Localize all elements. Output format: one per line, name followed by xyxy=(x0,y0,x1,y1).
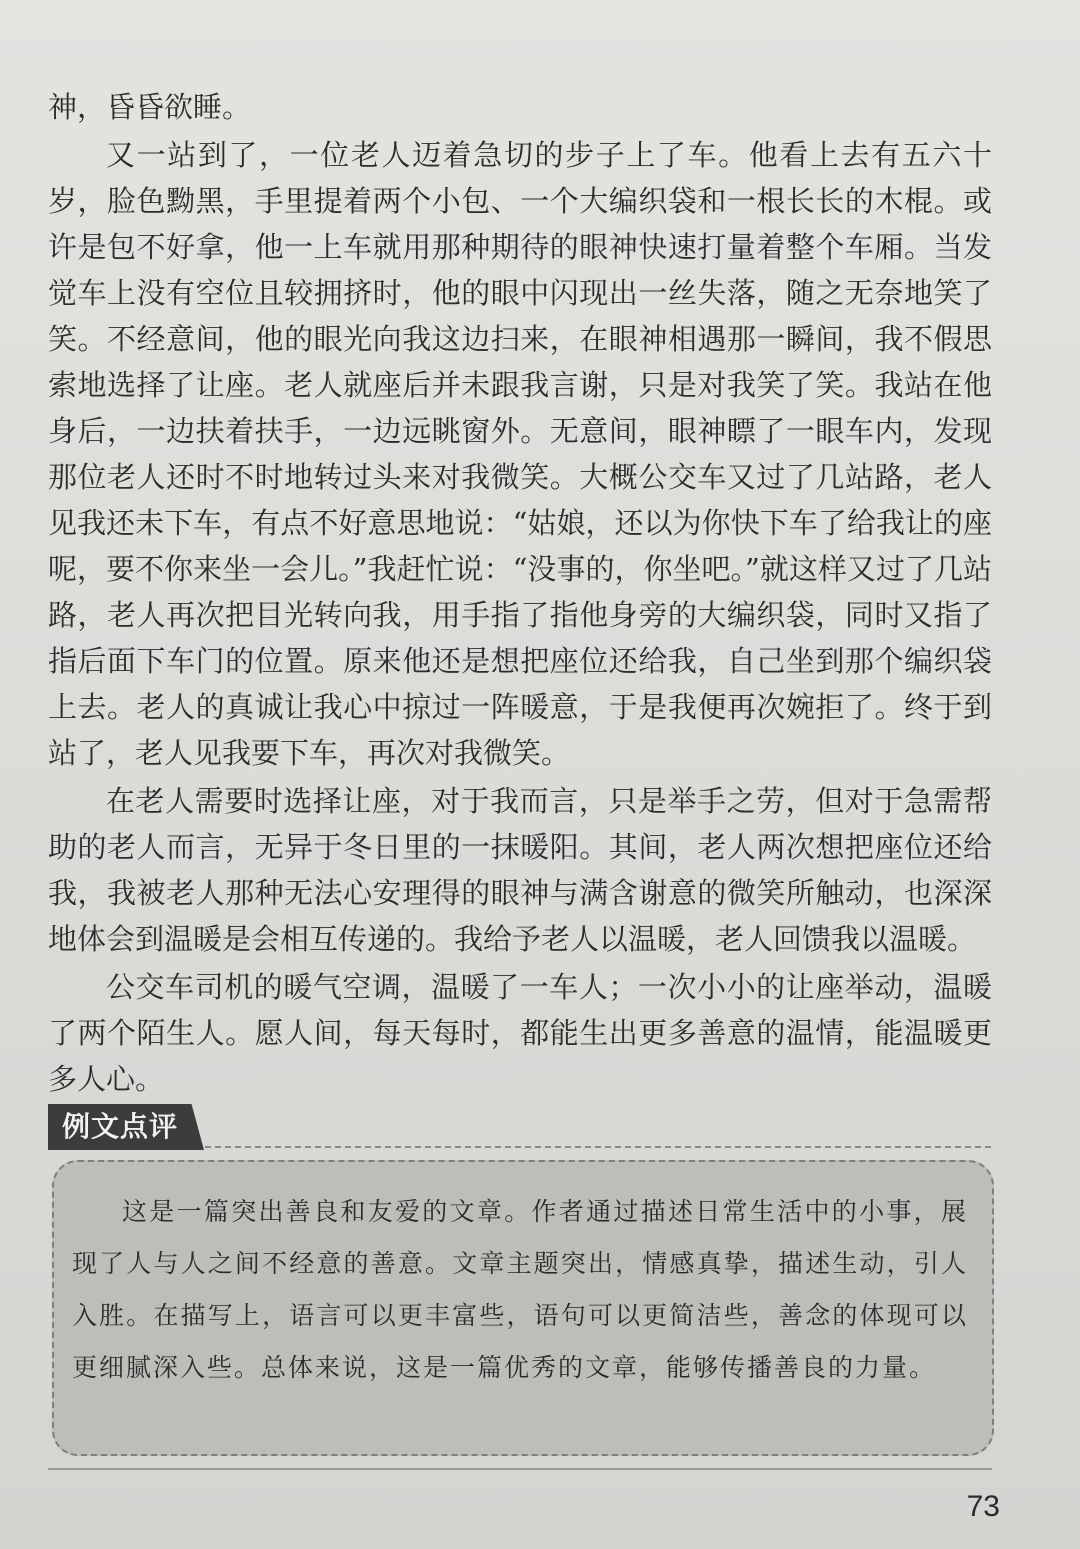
review-comment-text: 这是一篇突出善良和友爱的文章。作者通过描述日常生活中的小事，展现了人与人之间不经意的善意。文章主题突出，情感真挚，描述生动，引人入胜。在描写上，语言可以更丰富些，语句可以更简洁些，善念的体现可以更细腻深入些。总体来说，这是一篇优秀的文章，能够传播善良的力量。 xyxy=(72,1197,968,1382)
bottom-divider xyxy=(48,1468,992,1470)
review-dashed-rule xyxy=(205,1146,991,1148)
essay-paragraph-2: 又一站到了，一位老人迈着急切的步子上了车。他看上去有五六十岁，脸色黝黑，手里提着两个小包、一个大编织袋和一根长长的木棍。或许是包不好拿，他一上车就用那种期待的眼神快速打量着整个车厢。当发觉车上没有空位且较拥挤时，他的眼中闪现出一丝失落，随之无奈地笑了笑。不经意间，他的眼光向我这边扫来，在眼神相遇那一瞬间，我不假思索地选择了让座。老人就座后并未跟我言谢，只是对我笑了笑。我站在他身后，一边扶着扶手，一边远眺窗外。无意间，眼神瞟了一眼车内，发现那位老人还时不时地转过头来对我微笑。大概公交车又过了几站路，老人见我还未下车，有点不好意思地说：“姑娘，还以为你快下车了给我让的座呢，要不你来坐一会儿。”我赶忙说：“没事的，你坐吧。”就这样又过了几站路，老人再次把目光转向我，用手指了指他身旁的大编织袋，同时又指了指后面下车门的位置。原来他还是想把座位还给我，自己坐到那个编织袋上去。老人的真诚让我心中掠过一阵暖意，于是我便再次婉拒了。终于到站了，老人见我要下车，再次对我微笑。 xyxy=(48,138,992,770)
review-section-tag xyxy=(48,1104,204,1150)
review-tag-label: 例文点评 xyxy=(62,1110,179,1143)
review-comment-box xyxy=(52,1160,994,1456)
essay-body xyxy=(48,84,992,1104)
essay-paragraph-1: 神，昏昏欲睡。 xyxy=(48,90,252,124)
essay-paragraph-3: 在老人需要时选择让座，对于我而言，只是举手之劳，但对于急需帮助的老人而言，无异于冬日里的一抹暖阳。其间，老人两次想把座位还给我，我被老人那种无法心安理得的眼神与满含谢意的微笑所触动，也深深地体会到温暖是会相互传递的。我给予老人以温暖，老人回馈我以温暖。 xyxy=(48,784,992,956)
page-number: 73 xyxy=(966,1490,1000,1523)
essay-paragraph-4: 公交车司机的暖气空调，温暖了一车人；一次小小的让座举动，温暖了两个陌生人。愿人间，每天每时，都能生出更多善意的温情，能温暖更多人心。 xyxy=(48,970,992,1096)
